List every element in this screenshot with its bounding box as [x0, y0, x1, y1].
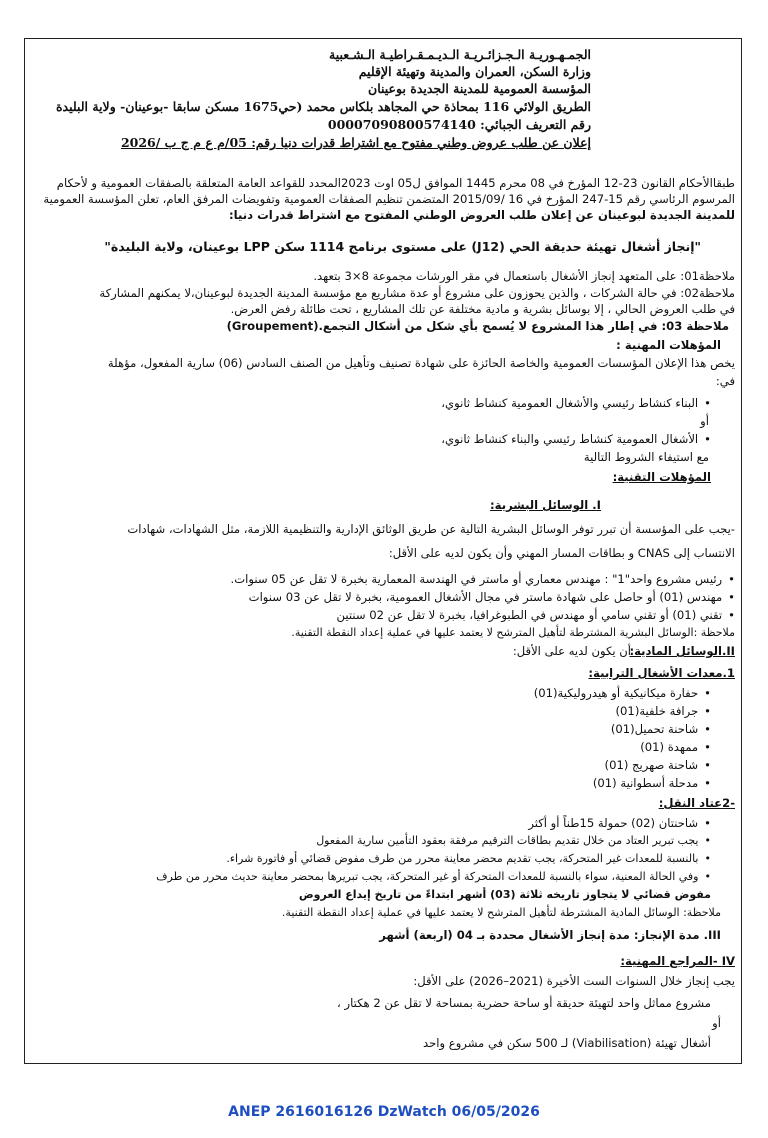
transport-item-cont: مفوض قضائي لا يتجاوز تاريخه ثلاثة (03) أشهر ابتداءً من تاريخ إيداع العروض: [298, 888, 711, 901]
human-means-heading: I. الوسائل البشرية:: [490, 498, 601, 512]
note-03: ملاحظة 03: في إطار هذا المشروع لا يُسمح بأي شكل من أشكال التجمع.(Groupement): [226, 319, 729, 333]
announcement-document: [24, 38, 742, 1064]
qualifications-text-cont: في:: [715, 374, 735, 388]
human-means-text-cont: الانتساب إلى CNAS و بطاقات المسار المهني وأن يكون لديه على الأقل:: [388, 546, 735, 560]
qualification-item-2: • الأشغال العمومية كنشاط رئيسي والبناء كنشاط ثانوي،: [441, 431, 711, 447]
intro-line-1: طبقاالأحكام القانون 23-12 المؤرخ في 08 محرم 1445 الموافق ل05 اوت 2023المحدد للقواعد العامة المتعلقة بالصفقات العمومية و لأحكام: [56, 176, 735, 190]
duration-line: III. مدة الإنجاز: مدة إنجاز الأشغال محددة بـ 04 (اربعة) أشهر: [379, 928, 721, 942]
material-means-intro: أن يكون لديه على الأقل:: [512, 644, 631, 658]
institution-address: الطريق الولائي 116 بمحاذة حي المجاهد بلكاس محمد (حي1675 مسكن سابقا -بوعينان- ولاية البليدة: [55, 99, 591, 114]
technical-heading: المؤهلات التقنية:: [612, 470, 711, 484]
earthwork-item: • شاحنة صهريج (01): [605, 757, 711, 773]
qualifications-heading: المؤهلات المهنية :: [616, 338, 721, 352]
note-02-line-1: ملاحظة02: في حالة الشركات ، والذين يحوزون على مشروع أو عدة مشاريع مع مؤسسة المدينة الجديدة لبوعينان،لا يمكنهم المشاركة: [99, 286, 735, 300]
intro-line-2: المرسوم الرئاسي رقم 15-247 المؤرخ في 16 /2015/09 المتضمن تنظيم الصفقات العمومية وتفويضات المرفق العام، تعلن المؤسسة العمومية: [43, 192, 735, 206]
human-means-text: -يجب على المؤسسة أن تبرر توفر الوسائل البشرية التالية عن طريق الوثائق الإدارية والتنظيمية اللازمة، مثل الشهادات، شهادات: [127, 522, 735, 536]
references-heading: IV -المراجع المهنية:: [620, 954, 735, 968]
transport-item: • وفي الحالة المعنية، سواء بالنسبة للمعدات المتحركة أو غير المتحركة، يجب تبريرها بمحضر معاينة حديث محرر من طرف: [156, 869, 711, 885]
institution-name: المؤسسة العمومية للمدينة الجديدة بوعينان: [368, 81, 591, 96]
note-02-line-2: في طلب العروض الحالي ، إلا بوسائل بشرية و مادية مختلفة عن تلك المشاريع ، تحت طائلة رفض العرض.: [230, 302, 735, 316]
material-means-note: ملاحظة: الوسائل المادية المشترطة لتأهيل المترشح لا يعتمد عليها في عملية إعداد النقطة التقنية.: [281, 906, 721, 919]
earthwork-item: • مدحلة أسطوانية (01): [593, 775, 711, 791]
references-intro: يجب إنجاز خلال السنوات الست الأخيرة (2021–2026) على الأقل:: [413, 974, 735, 988]
transport-heading: -2عتاد النقل:: [658, 796, 735, 810]
ministry-name: وزارة السكن، العمران والمدينة وتهيئة الإقليم: [358, 64, 591, 79]
staff-item-3: • تقني (01) أو تقني سامي أو مهندس في الطبوغرافيا، بخبرة لا تقل عن 02 سنتين: [337, 607, 736, 623]
note-01: ملاحظة01: على المتعهد إنجاز الأشغال باستعمال في مقر الورشات مجموعة 8×3 بتعهد.: [313, 269, 735, 283]
earthwork-heading: 1.معدات الأشغال الترابية:: [588, 666, 735, 680]
staff-item-1: • رئيس مشروع واحد"1" : مهندس معماري أو ماستر في الهندسة المعمارية بخبرة لا تقل عن 05 سنوات.: [231, 571, 735, 587]
reference-item-1: مشروع مماثل واحد لتهيئة حديقة أو ساحة حضرية بمساحة لا تقل عن 2 هكتار ،: [337, 996, 711, 1010]
tender-title: إعلان عن طلب عروض وطني مفتوح مع اشتراط قدرات دنيا رقم: 05/م ع م ج ب /2026: [120, 135, 591, 150]
earthwork-item: • جرافة خلفية(01): [616, 703, 711, 719]
qualification-or: أو: [700, 414, 709, 428]
intro-line-3: للمدينة الجديدة لبوعينان عن إعلان طلب العروض الوطني المفتوح مع اشتراط قدرات دنيا:: [229, 208, 735, 222]
footer-reference: ANEP 2616016126 DzWatch 06/05/2026: [228, 1104, 540, 1120]
qualification-item-1: • البناء كنشاط رئيسي والأشغال العمومية كنشاط ثانوي،: [441, 395, 711, 411]
transport-item: • بالنسبة للمعدات غير المتحركة، يجب تقديم محضر معاينة محرر من طرف مفوض قضائي أو فاتورة شراء.: [226, 851, 711, 867]
earthwork-item: • ممهدة (01): [640, 739, 711, 755]
project-title: "إنجاز أشغال تهيئة حديقة الحي (J12) على مستوى برنامج 1114 سكن LPP بوعينان، ولاية البليدة": [104, 239, 701, 254]
qualifications-text: يخص هذا الإعلان المؤسسات العمومية والخاصة الحائزة على شهادة تصنيف وتأهيل من الصنف السادس (06) سارية المفعول، مؤهلة: [107, 356, 735, 370]
reference-or: أو: [712, 1016, 721, 1030]
republic-title: الجمـهـوريـة الـجـزائـريـة الـديـمـقـراطيـة الـشـعبية: [329, 47, 591, 62]
human-means-note: ملاحظة :الوسائل البشرية المشترطة لتأهيل المترشح لا يعتمد عليها في عملية إعداد النقطة التقنية.: [291, 626, 735, 639]
reference-item-2: أشغال تهيئة (Viabilisation) لـ 500 سكن في مشروع واحد: [423, 1036, 711, 1050]
material-means-heading: II.الوسائل المادية:: [629, 644, 735, 658]
staff-item-2: • مهندس (01) أو حاصل على شهادة ماستر في مجال الأشغال العمومية، بخبرة لا تقل عن 03 سنوات: [249, 589, 735, 605]
transport-item: • شاحنتان (02) حمولة 15طناً أو أكثر: [528, 815, 711, 831]
earthwork-item: • شاحنة تحميل(01): [611, 721, 711, 737]
transport-item: • يجب تبرير العتاد من خلال تقديم بطاقات الترقيم مرفقة بعقود التأمين سارية المفعول: [316, 833, 711, 849]
tax-id: رقم التعريف الجبائي: 00007090800574140: [327, 117, 591, 132]
earthwork-item: • حفارة ميكانيكية أو هيدروليكية(01): [534, 685, 711, 701]
qualification-condition: مع استيفاء الشروط التالية: [583, 450, 709, 464]
